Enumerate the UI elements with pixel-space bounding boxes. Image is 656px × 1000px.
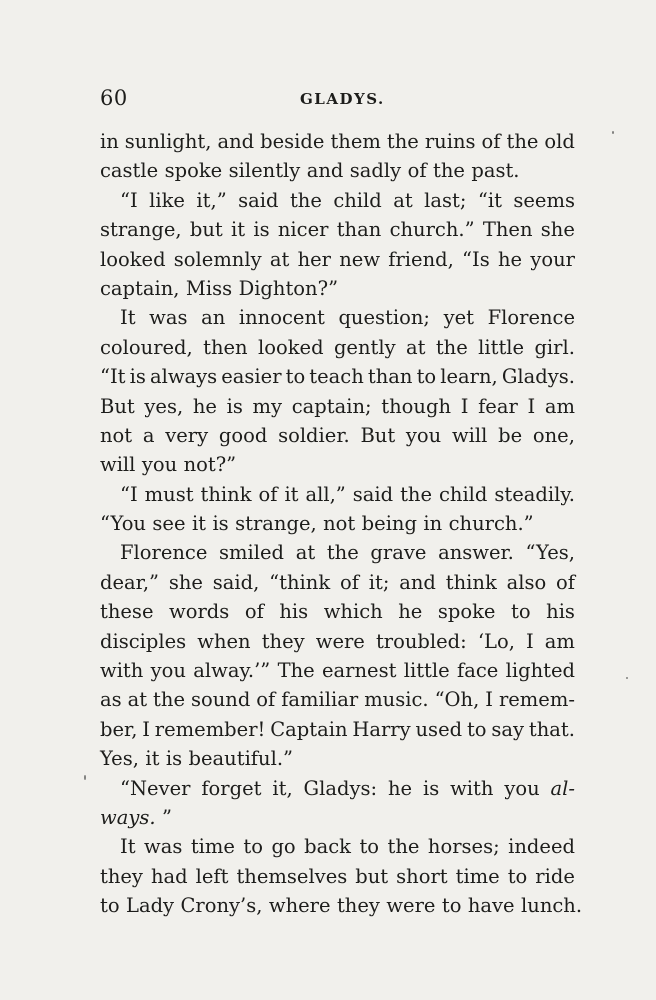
word: said — [238, 188, 279, 212]
word: used — [415, 717, 463, 741]
word: also — [506, 570, 547, 594]
word: to — [100, 894, 120, 918]
text-line — [100, 862, 575, 891]
word: will — [100, 453, 136, 477]
word: is — [165, 747, 183, 771]
text-line — [100, 186, 575, 215]
word: child — [333, 188, 382, 212]
word: lighted — [505, 659, 575, 683]
word: church.” — [448, 512, 534, 536]
text-line — [100, 392, 575, 421]
word: girl. — [534, 335, 575, 359]
word: a — [142, 423, 155, 447]
word: where — [268, 894, 331, 918]
word: ” — [161, 805, 172, 829]
word: and — [217, 130, 255, 153]
word: It — [120, 835, 136, 859]
text-line — [100, 509, 575, 538]
text-line — [100, 450, 575, 479]
text-line — [100, 156, 575, 185]
word: it — [191, 512, 207, 536]
word: ride — [535, 864, 575, 888]
word: innocent — [238, 306, 325, 330]
word: it, — [272, 776, 293, 800]
word: time — [455, 864, 500, 888]
word: to — [285, 365, 306, 389]
word: to — [466, 717, 487, 741]
word: answer. — [438, 541, 514, 565]
word: is — [422, 776, 440, 800]
word: of — [258, 482, 278, 506]
word: the — [326, 541, 359, 565]
word: “I — [120, 482, 138, 506]
word: but — [189, 218, 223, 242]
word: Florence — [487, 306, 575, 330]
text-line — [100, 421, 575, 450]
word: seems — [513, 188, 575, 212]
word: child — [438, 482, 488, 506]
word: he — [192, 394, 217, 418]
word: he — [398, 600, 423, 624]
word: to — [441, 894, 462, 918]
word: al- — [550, 776, 575, 800]
word: said, — [212, 570, 260, 594]
word: spoke — [437, 600, 496, 624]
word: she — [168, 570, 203, 594]
word: smiled — [219, 541, 285, 565]
word: “Never — [120, 776, 191, 800]
running-head — [100, 86, 575, 112]
word: Gladys. — [501, 365, 575, 389]
word: at — [295, 541, 316, 565]
word: Dighton?” — [238, 276, 339, 300]
text-line — [100, 127, 575, 156]
word: earnest — [322, 659, 397, 683]
word: Captain — [270, 717, 348, 741]
text-line — [100, 303, 575, 332]
word: it,” — [196, 188, 227, 212]
text-line — [100, 774, 575, 803]
word: Miss — [185, 276, 233, 300]
word: captain; — [291, 394, 372, 418]
word: be — [498, 423, 523, 447]
word: horses; — [427, 835, 500, 859]
word: yes, — [144, 394, 184, 418]
word: at — [269, 247, 290, 271]
word: “think — [269, 570, 331, 594]
word: beautiful.” — [188, 747, 293, 771]
word: last; — [424, 188, 467, 212]
word: the — [506, 130, 539, 153]
word: these — [100, 600, 154, 624]
word: you — [405, 423, 442, 447]
text-line — [100, 568, 575, 597]
word: when — [197, 629, 251, 653]
word: than — [336, 218, 382, 242]
word: But — [100, 394, 135, 418]
word: words — [169, 600, 230, 624]
text-line — [100, 715, 575, 744]
word: remem- — [498, 688, 575, 712]
word: to — [416, 365, 437, 389]
text-line — [100, 803, 575, 832]
word: not?” — [183, 453, 237, 477]
word: it; — [368, 570, 390, 594]
word: nicer — [277, 218, 329, 242]
word: said — [352, 482, 394, 506]
word: disciples — [100, 629, 187, 653]
word: The — [277, 659, 315, 683]
text-line — [100, 333, 575, 362]
word: beside — [260, 130, 325, 153]
word: I — [485, 688, 493, 712]
word: them — [330, 130, 381, 153]
word: his — [546, 600, 575, 624]
word: “Oh, — [434, 688, 480, 712]
text-line — [100, 362, 575, 391]
word: coloured, — [100, 335, 193, 359]
word: old — [544, 130, 575, 153]
word: “Is — [462, 247, 490, 271]
print-speck — [612, 131, 614, 134]
word: at — [393, 188, 413, 212]
word: I — [527, 394, 536, 418]
word: past. — [471, 159, 520, 183]
page-number: 60 — [100, 86, 128, 110]
word: of — [339, 570, 359, 594]
word: had — [150, 864, 188, 888]
word: is — [129, 365, 146, 389]
word: it — [284, 482, 299, 506]
word: you — [504, 776, 540, 800]
word: in — [100, 130, 119, 153]
word: not — [323, 512, 356, 536]
text-line — [100, 744, 575, 773]
word: little — [478, 335, 525, 359]
word: to — [511, 600, 531, 624]
word: was — [144, 835, 183, 859]
word: at — [127, 688, 148, 712]
word: were — [315, 629, 365, 653]
word: I — [460, 394, 469, 418]
word: ruins — [424, 130, 476, 153]
word: back — [304, 835, 351, 859]
word: which — [323, 600, 383, 624]
word: “it — [477, 188, 502, 212]
word: see — [152, 512, 186, 536]
word: sound — [190, 688, 251, 712]
word: they — [100, 864, 143, 888]
word: his — [279, 600, 309, 624]
word: themselves — [236, 864, 348, 888]
word: then — [203, 335, 248, 359]
word: one, — [532, 423, 575, 447]
word: is — [253, 218, 270, 242]
word: church.” — [389, 218, 475, 242]
word: Gladys: — [303, 776, 378, 800]
text-line — [100, 215, 575, 244]
word: but — [355, 864, 389, 888]
text-line — [100, 597, 575, 626]
text-line — [100, 656, 575, 685]
word: looked — [258, 335, 324, 359]
text-line — [100, 685, 575, 714]
word: easier — [221, 365, 282, 389]
word: it — [145, 747, 160, 771]
word: must — [144, 482, 194, 506]
word: of — [481, 130, 501, 153]
word: am — [544, 394, 575, 418]
word: of — [256, 688, 276, 712]
word: dear,” — [100, 570, 159, 594]
word: But — [360, 423, 396, 447]
word: the — [435, 335, 468, 359]
word: “I — [120, 188, 138, 212]
word: “You — [100, 512, 146, 536]
print-speck — [626, 677, 628, 679]
word: silently — [228, 159, 301, 183]
print-speck — [84, 775, 86, 780]
word: steadily. — [494, 482, 575, 506]
word: he — [387, 776, 413, 800]
word: Harry — [352, 717, 411, 741]
word: is — [226, 394, 243, 418]
word: as — [100, 688, 122, 712]
text-line — [100, 627, 575, 656]
word: question; — [338, 306, 430, 330]
word: sunlight, — [124, 130, 212, 153]
word: Florence — [120, 541, 208, 565]
word: strange, — [100, 218, 182, 242]
word: Lady — [126, 894, 175, 918]
text-line — [100, 832, 575, 861]
word: think — [200, 482, 252, 506]
word: time — [190, 835, 235, 859]
word: your — [530, 247, 575, 271]
word: say — [491, 717, 525, 741]
word: with — [450, 776, 494, 800]
text-line — [100, 245, 575, 274]
word: gently — [333, 335, 396, 359]
word: he — [497, 247, 523, 271]
word: It — [120, 306, 136, 330]
word: always — [149, 365, 218, 389]
word: spoke — [164, 159, 223, 183]
word: soldier. — [278, 423, 350, 447]
word: learn, — [440, 365, 498, 389]
text-line — [100, 480, 575, 509]
word: to — [243, 835, 263, 859]
word: I — [526, 629, 534, 653]
word: you — [150, 659, 186, 683]
word: troubled: — [375, 629, 467, 653]
word: the — [432, 159, 465, 183]
word: was — [149, 306, 188, 330]
word: than — [367, 365, 413, 389]
word: new — [339, 247, 381, 271]
word: fear — [478, 394, 518, 418]
word: with — [100, 659, 144, 683]
word: ‘Lo, — [477, 629, 515, 653]
word: grave — [370, 541, 427, 565]
word: sadly — [349, 159, 402, 183]
word: “It — [100, 365, 126, 389]
text-line — [100, 891, 583, 920]
word: the — [289, 188, 322, 212]
word: ber, — [100, 717, 138, 741]
word: solemnly — [173, 247, 262, 271]
word: the — [153, 688, 185, 712]
word: short — [396, 864, 448, 888]
word: castle — [100, 159, 159, 183]
word: it — [231, 218, 246, 242]
word: think — [445, 570, 497, 594]
word: will — [451, 423, 488, 447]
word: at — [405, 335, 426, 359]
word: they — [261, 629, 305, 653]
word: to — [359, 835, 380, 859]
word: and — [399, 570, 436, 594]
word: like — [149, 188, 185, 212]
word: Then — [482, 218, 533, 242]
word: all,” — [305, 482, 346, 506]
word: am — [544, 629, 575, 653]
word: you — [141, 453, 178, 477]
word: teach — [309, 365, 364, 389]
word: familiar — [281, 688, 359, 712]
word: good — [218, 423, 268, 447]
word: alway.’” — [193, 659, 271, 683]
word: go — [271, 835, 296, 859]
text-line — [100, 274, 575, 303]
word: though — [381, 394, 452, 418]
word: remember! — [154, 717, 266, 741]
word: forget — [201, 776, 262, 800]
word: captain, — [100, 276, 180, 300]
word: and — [306, 159, 344, 183]
word: my — [252, 394, 283, 418]
word: have — [467, 894, 515, 918]
text-line — [100, 538, 575, 567]
word: yet — [443, 306, 474, 330]
word: in — [423, 512, 443, 536]
word: the — [386, 130, 419, 153]
word: being — [361, 512, 417, 536]
word: to — [507, 864, 528, 888]
word: is — [212, 512, 229, 536]
word: friend, — [388, 247, 454, 271]
word: were — [386, 894, 436, 918]
word: very — [165, 423, 209, 447]
word: ways. — [100, 805, 156, 829]
word: indeed — [508, 835, 575, 859]
word: they — [336, 894, 380, 918]
word: lunch. — [521, 894, 583, 918]
word: little — [403, 659, 450, 683]
word: that. — [528, 717, 575, 741]
word: an — [201, 306, 226, 330]
word: “Yes, — [525, 541, 575, 565]
word: not — [100, 423, 133, 447]
word: Yes, — [100, 747, 139, 771]
word: looked — [100, 247, 166, 271]
word: of — [244, 600, 264, 624]
word: music. — [364, 688, 429, 712]
word: face — [457, 659, 499, 683]
word: strange, — [235, 512, 317, 536]
word: left — [195, 864, 229, 888]
word: she — [540, 218, 575, 242]
running-title: GLADYS. — [300, 90, 385, 108]
word: of — [407, 159, 427, 183]
word: of — [556, 570, 575, 594]
word: Crony’s, — [180, 894, 263, 918]
word: the — [400, 482, 432, 506]
word: I — [142, 717, 150, 741]
word: the — [387, 835, 420, 859]
word: her — [297, 247, 331, 271]
body-text — [100, 127, 583, 921]
